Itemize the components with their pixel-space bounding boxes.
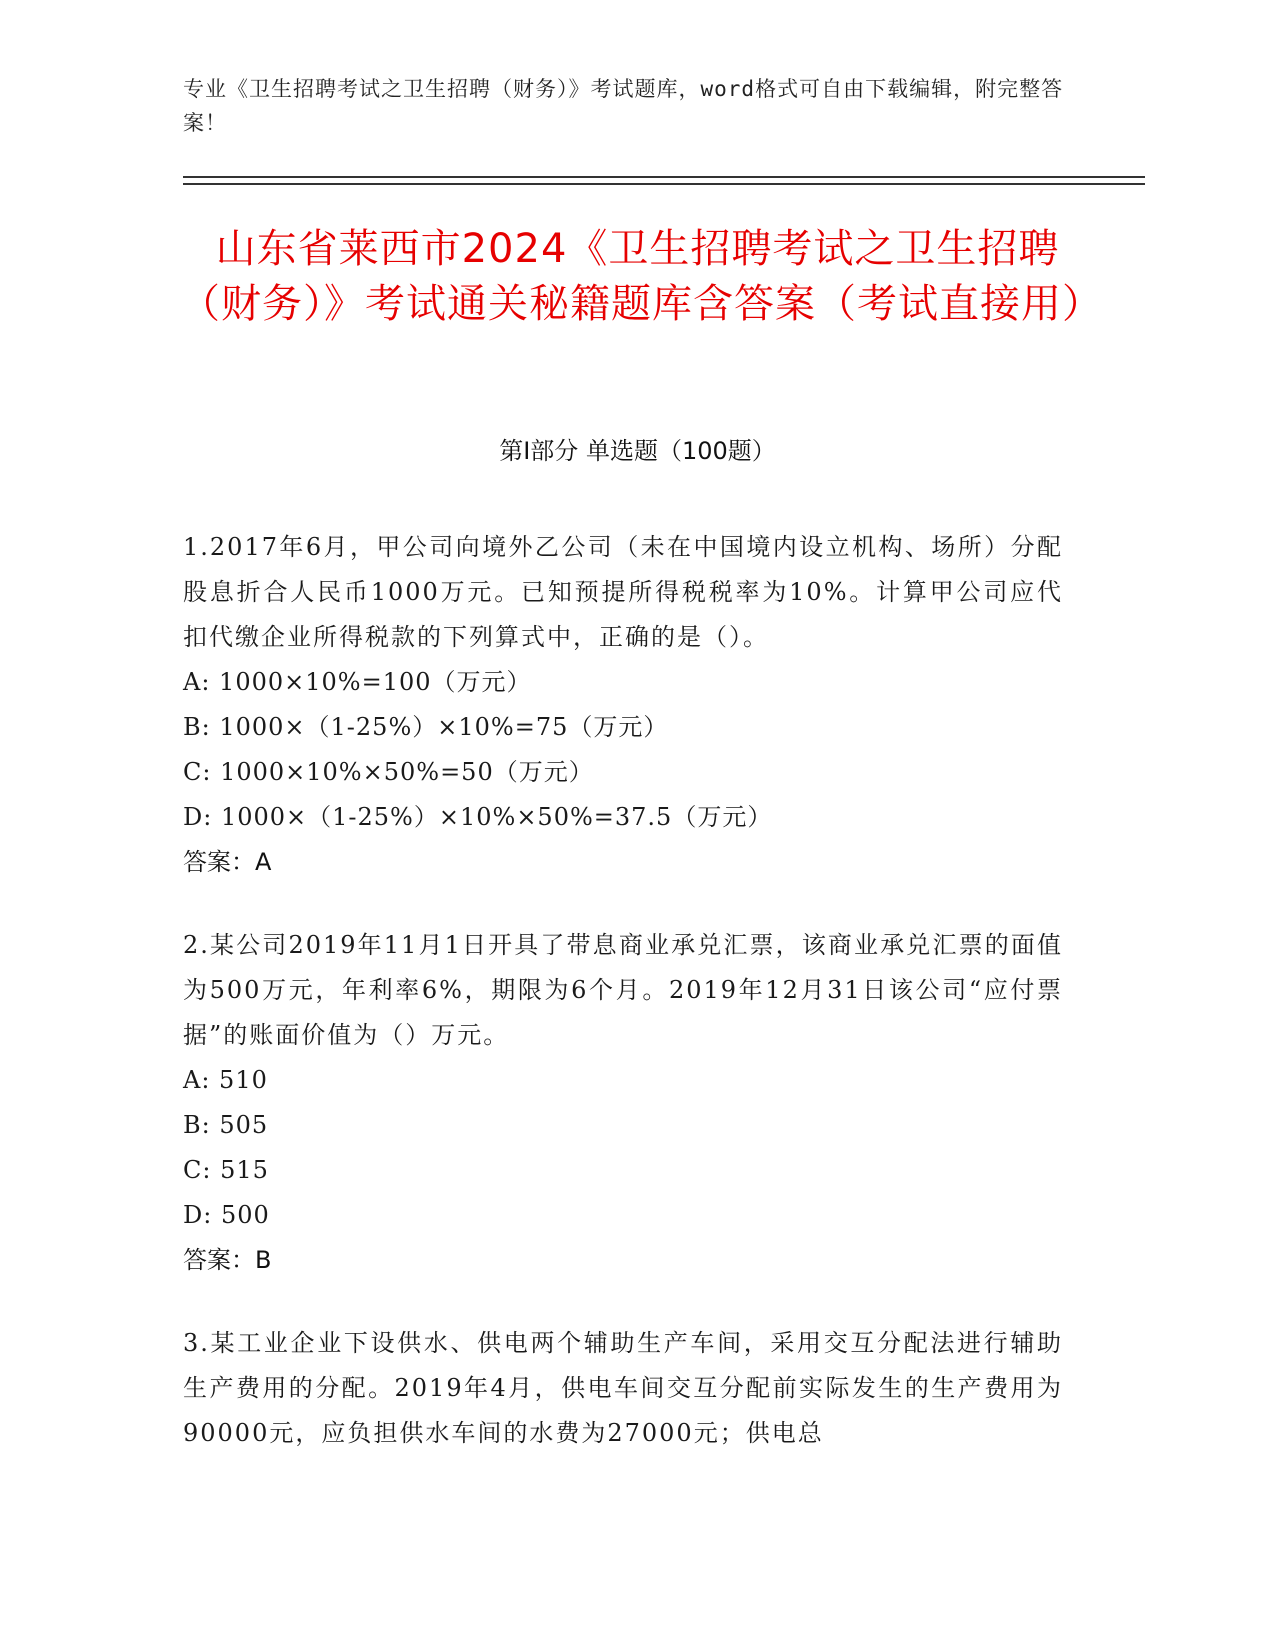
section-heading: 第I部分 单选题（100题） — [499, 437, 776, 465]
answer-line: 答案：B — [183, 1246, 272, 1274]
option-b: B: 1000×（1-25%）×10%=75（万元） — [183, 713, 669, 741]
question-list — [183, 525, 1063, 1494]
header-divider-bottom — [183, 183, 1145, 185]
option-d: D: 1000×（1-25%）×10%×50%=37.5（万元） — [183, 803, 773, 831]
document-title: 山东省莱西市2024《卫生招聘考试之卫生招聘（财务）》考试通关秘籍题库含答案（考试直接用） — [180, 226, 1103, 327]
option-a: A: 1000×10%=100（万元） — [183, 668, 532, 696]
answer-line: 答案：A — [183, 848, 272, 876]
question-stem: 3.某工业企业下设供水、供电两个辅助生产车间，采用交互分配法进行辅助生产费用的分配。2019年4月，供电车间交互分配前实际发生的生产费用为90000元，应负担供水车间的水费为27000元；供电总 — [183, 1329, 1063, 1447]
option-c: C: 515 — [183, 1156, 269, 1184]
option-c: C: 1000×10%×50%=50（万元） — [183, 758, 594, 786]
question-stem: 2.某公司2019年11月1日开具了带息商业承兑汇票，该商业承兑汇票的面值为500万元，年利率6%，期限为6个月。2019年12月31日该公司“应付票据”的账面价值为（）万元。 — [183, 931, 1063, 1049]
option-d: D: 500 — [183, 1201, 270, 1229]
question-1 — [183, 525, 1063, 885]
question-stem: 1.2017年6月，甲公司向境外乙公司（未在中国境内设立机构、场所）分配股息折合人民币1000万元。已知预提所得税税率为10%。计算甲公司应代扣代缴企业所得税款的下列算式中，正确的是（）。 — [183, 533, 1063, 651]
question-2 — [183, 923, 1063, 1283]
option-a: A: 510 — [183, 1066, 268, 1094]
question-3 — [183, 1321, 1063, 1456]
header-divider-top — [183, 176, 1145, 178]
header-note: 专业《卫生招聘考试之卫生招聘（财务）》考试题库，word格式可自由下载编辑，附完整答案！ — [183, 77, 1064, 135]
option-b: B: 505 — [183, 1111, 269, 1139]
